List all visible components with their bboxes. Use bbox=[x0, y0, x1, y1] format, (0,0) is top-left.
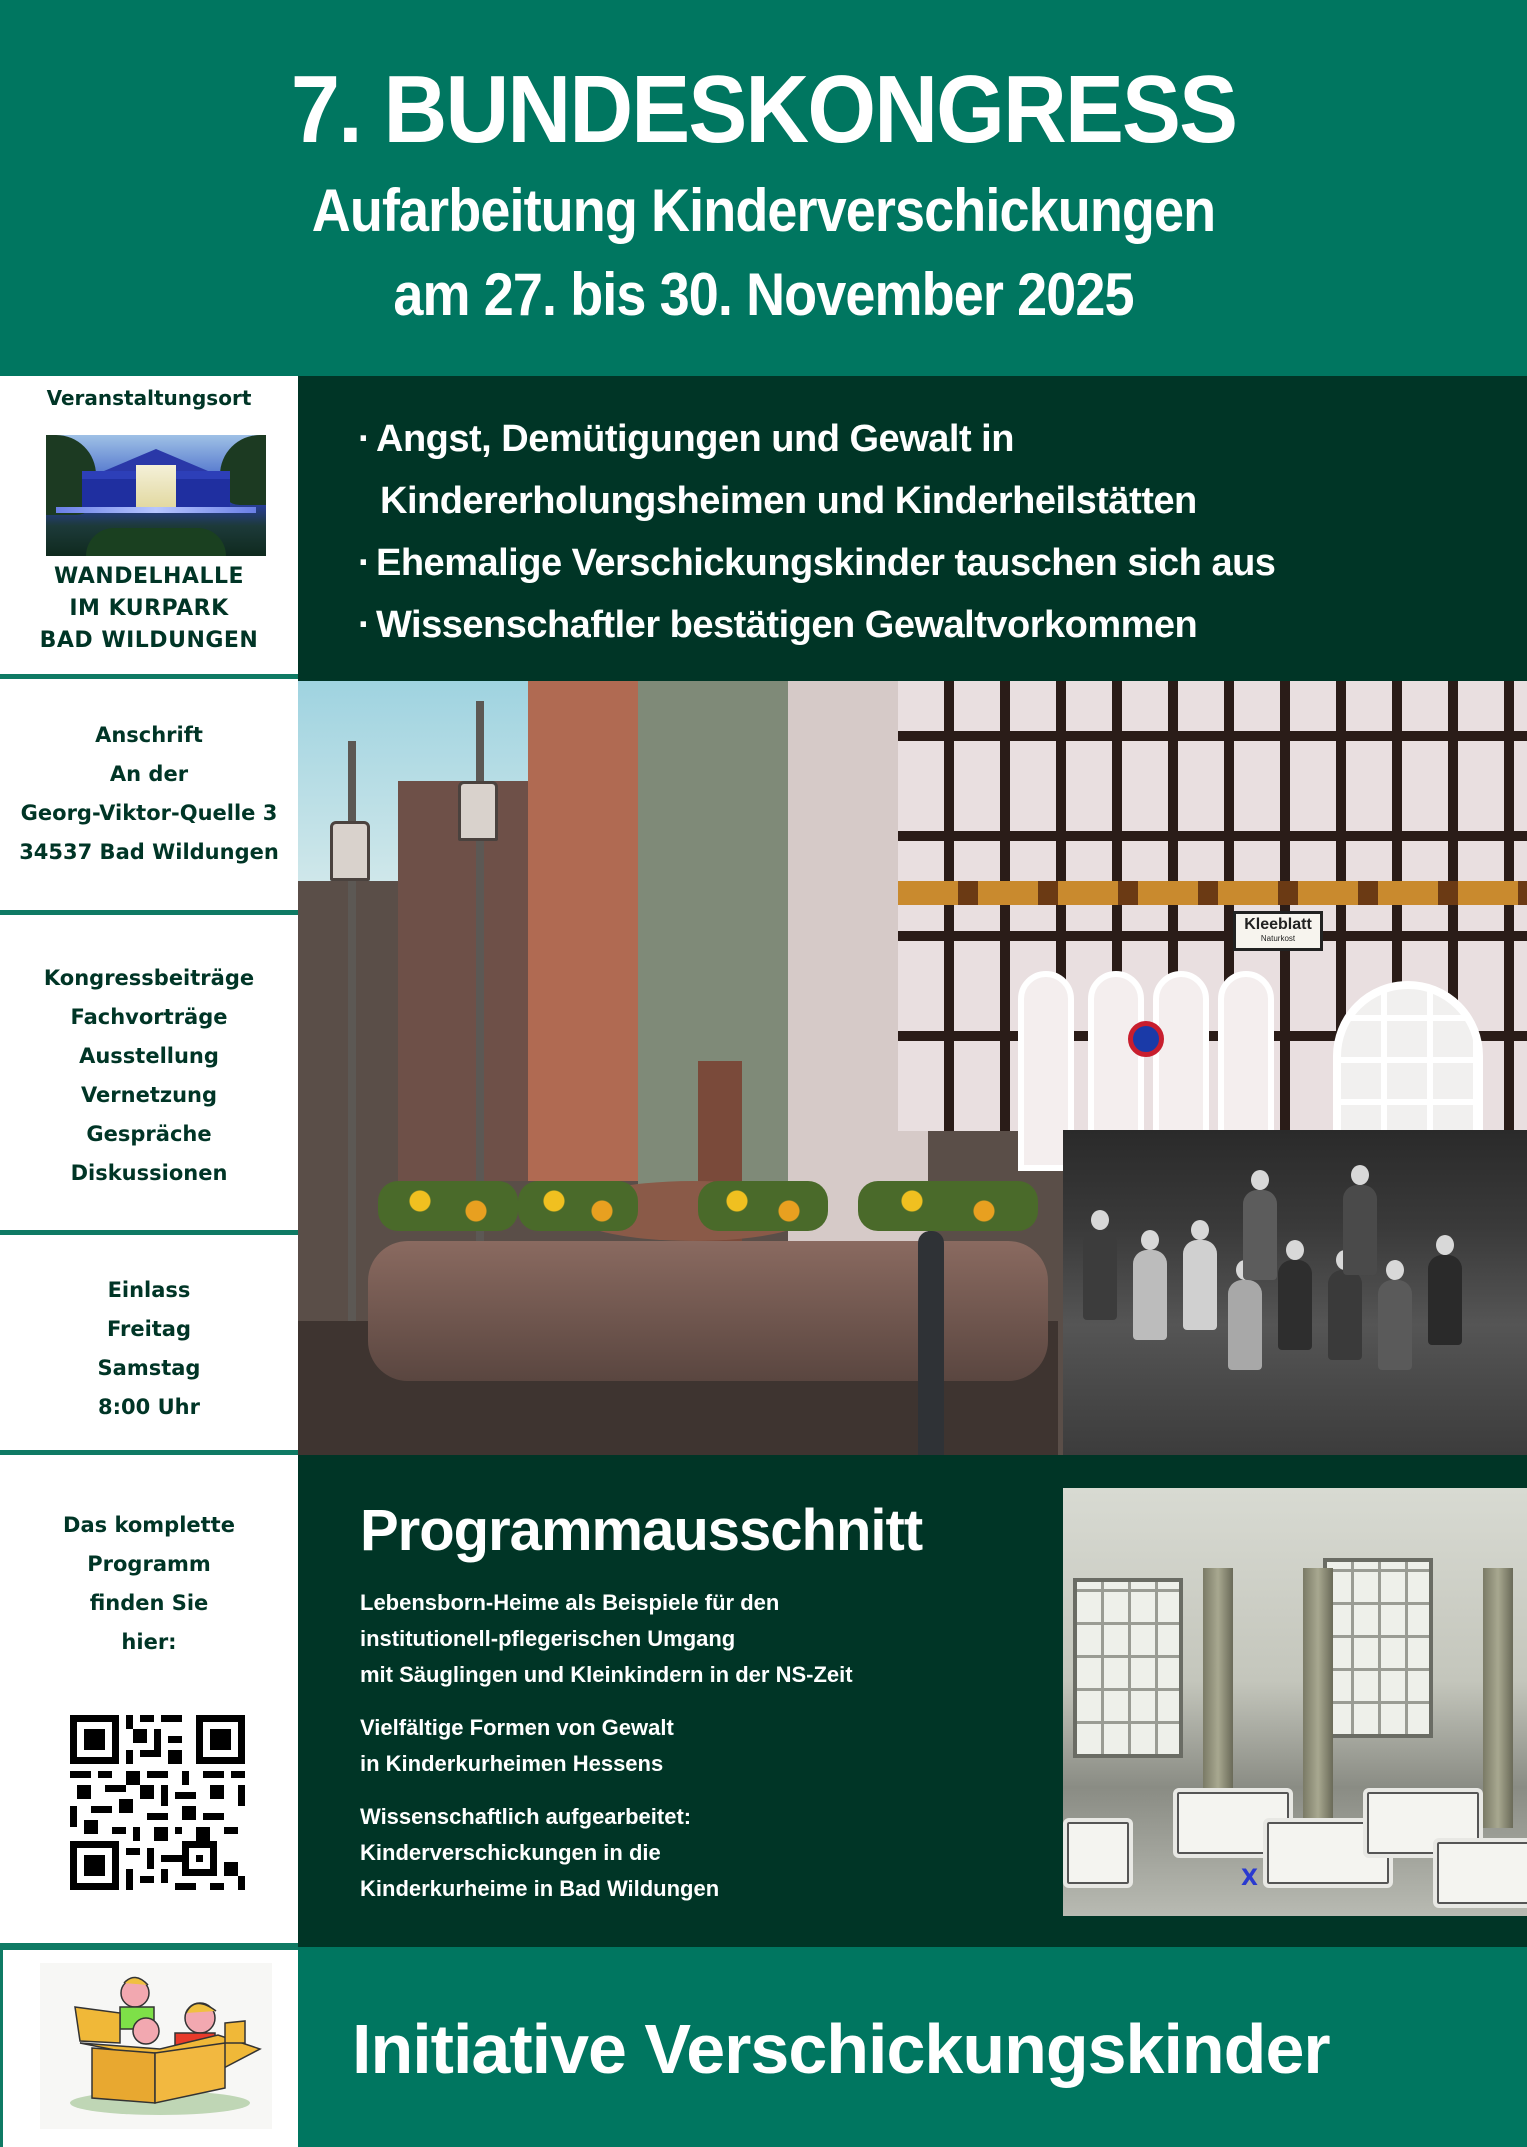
address-heading: Anschrift bbox=[95, 723, 203, 747]
admission-time: 8:00 Uhr bbox=[98, 1395, 200, 1419]
venue-name-line: BAD WILDUNGEN bbox=[39, 628, 259, 653]
program-link-section bbox=[0, 1506, 298, 1662]
no-parking-sign bbox=[1128, 1021, 1164, 1057]
topic-item: · Angst, Demütigungen und Gewalt in bbox=[358, 408, 1275, 470]
venue-heading: Veranstaltungsort bbox=[46, 386, 252, 410]
header-banner bbox=[0, 0, 1527, 376]
contribution-item: Diskussionen bbox=[70, 1161, 228, 1185]
bullet-icon: · bbox=[358, 604, 371, 646]
topic-item: · Wissenschaftler bestätigen Gewaltvorkommen bbox=[358, 594, 1275, 656]
street-lamp bbox=[330, 821, 370, 881]
historic-children-photo bbox=[1063, 1130, 1527, 1455]
bollard bbox=[918, 1231, 944, 1455]
congress-subtitle: Aufarbeitung Kinderverschickungen bbox=[311, 177, 1216, 244]
contribution-item: Vernetzung bbox=[80, 1083, 218, 1107]
footer-banner bbox=[298, 1947, 1527, 2147]
key-topics-panel bbox=[298, 376, 1527, 681]
venue-name-line: IM KURPARK bbox=[69, 596, 229, 621]
bullet-icon: · bbox=[358, 418, 371, 460]
program-link-line: Programm bbox=[87, 1552, 211, 1576]
program-title: Programmausschnitt bbox=[360, 1498, 923, 1563]
congress-date: am 27. bis 30. November 2025 bbox=[393, 261, 1134, 328]
section-divider bbox=[0, 674, 298, 679]
program-item: Vielfältige Formen von Gewalt in Kinderkurheimen Hessens bbox=[360, 1715, 674, 1776]
admission-line: Einlass bbox=[107, 1278, 191, 1302]
address-line: An der bbox=[109, 762, 189, 786]
section-divider bbox=[0, 910, 298, 915]
wandelhalle-photo bbox=[46, 435, 266, 556]
address-line: Georg-Viktor-Quelle 3 bbox=[20, 801, 278, 825]
venue-name-line: WANDELHALLE bbox=[53, 564, 245, 589]
qr-code[interactable] bbox=[70, 1715, 245, 1890]
program-link-line: hier: bbox=[121, 1630, 177, 1654]
contribution-item: Ausstellung bbox=[79, 1044, 219, 1068]
section-divider bbox=[0, 1450, 298, 1455]
program-list bbox=[360, 1585, 1000, 1924]
admission-line: Samstag bbox=[97, 1356, 201, 1380]
section-divider bbox=[0, 1230, 298, 1235]
contribution-item: Fachvorträge bbox=[70, 1005, 228, 1029]
program-item: Lebensborn-Heime als Beispiele für den institutionell-pflegerischen Umgang mit Säuglingen und Kleinkindern in der NS-Zeit bbox=[360, 1590, 853, 1687]
congress-title: 7. BUNDESKONGRESS bbox=[290, 56, 1237, 163]
x-mark: X bbox=[1241, 1866, 1258, 1891]
program-link-line: Das komplette bbox=[63, 1513, 235, 1537]
address-section bbox=[0, 716, 298, 872]
program-link-line: finden Sie bbox=[89, 1591, 209, 1615]
venue-section bbox=[0, 376, 298, 676]
kleeblatt-sign: Kleeblatt Naturkost bbox=[1233, 911, 1323, 951]
key-topics-list bbox=[358, 408, 1275, 656]
bullet-icon: · bbox=[358, 542, 371, 584]
admission-line: Freitag bbox=[106, 1317, 192, 1341]
contributions-heading: Kongressbeiträge bbox=[43, 966, 255, 990]
street-lamp bbox=[458, 781, 498, 841]
address-line: 34537 Bad Wildungen bbox=[19, 840, 279, 864]
info-sidebar bbox=[0, 376, 298, 2147]
topic-item-continued: Kindererholungsheimen und Kinderheilstätten bbox=[380, 480, 1197, 522]
program-item: Wissenschaftlich aufgearbeitet: Kinderverschickungen in die Kinderkurheime in Bad Wildungen bbox=[360, 1804, 720, 1901]
logo-cell bbox=[0, 1947, 298, 2147]
cartoon-children-in-box-logo bbox=[40, 1963, 272, 2129]
contribution-item: Gespräche bbox=[86, 1122, 212, 1146]
historic-dormitory-photo bbox=[1063, 1488, 1527, 1916]
contributions-section bbox=[0, 959, 298, 1193]
topic-item: · Ehemalige Verschickungskinder tauschen sich aus bbox=[358, 532, 1275, 594]
admission-section bbox=[0, 1271, 298, 1427]
organization-name: Initiative Verschickungskinder bbox=[352, 2010, 1330, 2088]
